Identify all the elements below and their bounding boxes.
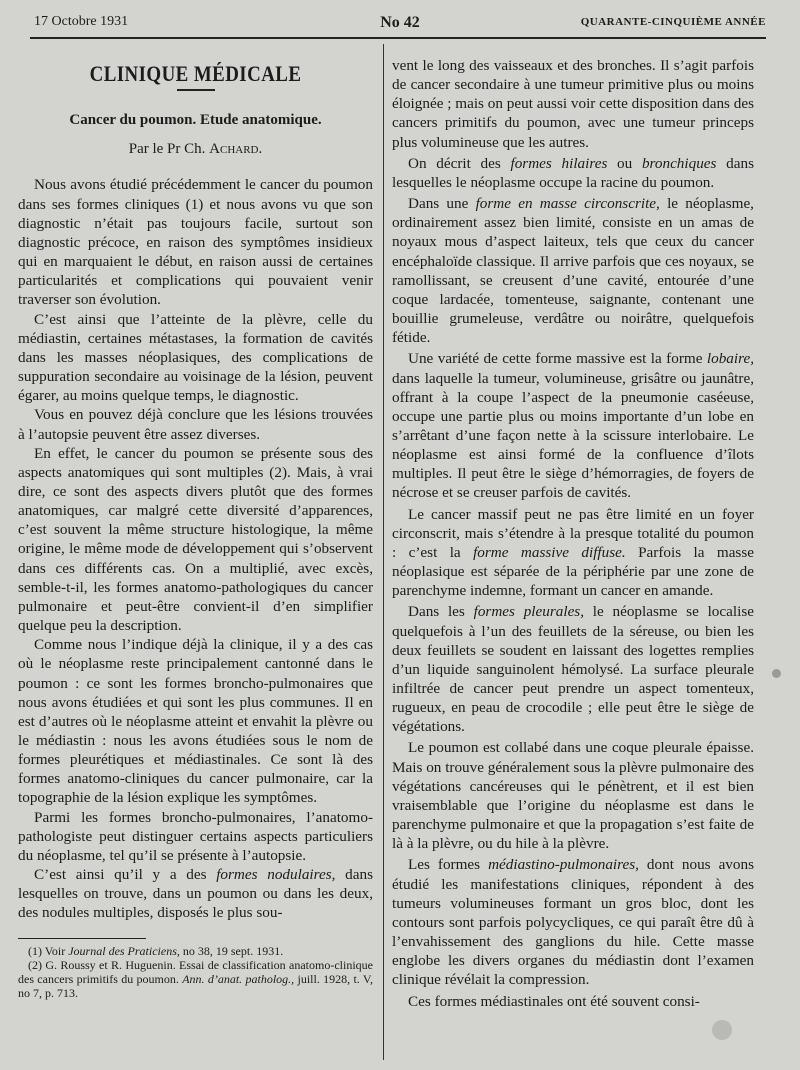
- paragraph: vent le long des vaisseaux et des bronches. Il s’agit parfois de cancer secondaire à une tumeur primitive plus ou moins éloignée ; mais on peut aussi voir cette disposition dans des cancers primitifs du poumon, avec une tumeur princeps plus volumineuse que les autres.: [392, 57, 754, 151]
- byline: [18, 140, 373, 159]
- paragraph: Vous en pouvez déjà conclure que les lésions trouvées à l’autopsie peuvent être assez diverses.: [18, 406, 373, 443]
- text-run: le néoplasme se localise quelquefois à l’un des feuillets de la séreuse, ou bien les deux feuillets se soudent en laissant des logettes remplies d’un liquide sanguinolent hémolysé. La surface pleurale infiltrée de cancer peut prendre un aspect tomenteux, rugueux, en peau de crocodile ; elle peut être le siège de végétations.: [392, 603, 754, 736]
- text-run: no 38, 19 sept. 1931.: [179, 943, 284, 958]
- paragraph: Nous avons étudié précédemment le cancer du poumon dans ses formes cliniques (1) et nous avons vu que son diagnostic n’était pas toujours facile, surtout son diagnostic précoce, en raison des symptômes insidieux qui en marquaient le début, en raison aussi de certaines particularités et complications qui pouvaient venir traverser son évolution.: [18, 176, 373, 309]
- author-name: Achard.: [209, 141, 263, 158]
- text-run: dans lesquelles on trouve, dans un poumon ou dans les deux, des nodules multiples, disposés le plus sou-: [18, 866, 373, 922]
- text-run: Le cancer massif peut ne pas être limité en un foyer circonscrit, mais s’étendre à la presque totalité du poumon : c’est la: [392, 505, 754, 561]
- footnote-2: [18, 958, 373, 1000]
- paragraph: [392, 194, 754, 347]
- italic-term: bronchiques: [641, 154, 717, 172]
- text-run: C’est ainsi qu’il y a des: [34, 866, 217, 884]
- left-column: [18, 46, 373, 1000]
- italic-term: formes nodulaires,: [216, 866, 336, 884]
- text-run: Dans une: [408, 195, 476, 213]
- column-divider: [383, 44, 384, 1060]
- footnote-1: [18, 944, 373, 958]
- paragraph: En effet, le cancer du poumon se présente sous des aspects anatomiques qui sont multiples (2). Mais, à vrai dire, ce sont des aspects divers plutôt que des formes anatomiques, car malgré cette diversité d’apparences, c’est souvent la même structure histologique, la même origine, le même mode de développement qui s’observent dans ces différents cas. On a multiplié, avec excès, semble-t-il, les formes anatomo-pathologiques du cancer pulmonaire et peut-être convient-il d’en simplifier quelque peu la description.: [18, 444, 373, 635]
- footnotes: [18, 944, 373, 1000]
- byline-prefix: Par le Pr Ch.: [128, 141, 210, 158]
- text-run: dont nous avons étudié les manifestations cliniques, répondent à des tumeurs volumineuses formant un gros bloc, dont les contours sont parfois polycycliques, ce qui paraît être dû à l’envahissement des ganglions du hile. Cette masse englobe les divers organes du médiastin dont l’examen clinique révélait la compression.: [392, 856, 755, 989]
- right-column: [392, 56, 754, 1013]
- header-issue-number: No 42: [380, 14, 420, 31]
- title-ornament: [177, 89, 215, 91]
- paragraph: C’est ainsi que l’atteinte de la plèvre, celle du médiastin, certaines métastases, la formation de cavités dans les masses néoplasiques, des complications de suppuration secondaire au voisinage de la lésion, peuvent égarer, au moins quelque temps, le diagnostic.: [18, 310, 373, 405]
- italic-term: formes pleurales,: [473, 603, 585, 621]
- text-run: Parfois la masse néoplasique est séparée de la périphérie par une zone de parenchyme indemne, formant un cancer en amande.: [392, 543, 754, 600]
- footnote-rule: [18, 938, 146, 939]
- text-run: dans lesquelles le néoplasme occupe la racine du poumon.: [392, 154, 755, 191]
- italic-term: lobaire,: [706, 350, 754, 368]
- text-run: dans laquelle la tumeur, volumineuse, grisâtre ou jaunâtre, offrant à la coupe l’aspect de la pneumonie caséeuse, occupe une partie plus ou moins importante d’un lobe en s’arrêtant d’une façon nette à la scissure interlobaire. Le néoplasme est ainsi formé de la confluence d’îlots multiples. Il peut être le siège d’hémorragies, de foyers de nécrose et se creuser parfois de cavités.: [392, 369, 754, 502]
- journal-name: Ann. d’anat. patholog.,: [182, 971, 295, 986]
- paper-blemish: [772, 669, 781, 678]
- paragraph: [392, 154, 754, 192]
- section-title: CLINIQUE MÉDICALE: [89, 61, 302, 86]
- paragraph: Comme nous l’indique déjà la clinique, il y a des cas où le néoplasme reste principalement cantonné dans le poumon : ce sont les formes broncho-pulmonaires que nous avons étudiées et qui sont les plus communes. Il en est d’autres où le néoplasme atteint et envahit la plèvre ou le médiastin : nous les avons étudiées sous le nom de formes pleurétiques et médiastinales. Ce sont là des formes anatomo-cliniques du cancer pulmonaire, car la topographie de la lésion explique les symptômes.: [18, 636, 373, 807]
- header-date: 17 Octobre 1931: [34, 14, 129, 29]
- text-run: (2) G. Roussy et R. Huguenin. Essai de classification anatomo-clinique des cancers primitifs du poumon.: [18, 957, 373, 986]
- header-rule: [30, 37, 766, 39]
- text-run: Une variété de cette forme massive est la forme: [408, 350, 707, 368]
- italic-term: forme en masse circonscrite,: [475, 195, 660, 213]
- paragraph: [392, 349, 754, 502]
- paper-blemish: [712, 1020, 732, 1040]
- paragraph: Ces formes médiastinales ont été souvent consi-: [408, 992, 700, 1010]
- paragraph: Parmi les formes broncho-pulmonaires, l’anatomo-pathologiste peut distinguer certains aspects particuliers du néoplasme, tel qu’il se présente à l’autopsie.: [18, 808, 373, 864]
- paragraph: [392, 505, 754, 601]
- paragraph: [18, 865, 373, 922]
- header-year: QUARANTE-CINQUIÈME ANNÉE: [580, 16, 766, 28]
- text-run: Les formes: [408, 856, 489, 874]
- text-run: (1) Voir: [28, 943, 69, 958]
- running-header: [34, 14, 766, 36]
- paragraph: Le poumon est collabé dans une coque pleurale épaisse. Mais on trouve généralement sous la plèvre pulmonaire des végétations cancéreuses qui le pénètrent, et il est bien vraisemblable que l’origine du néoplasme est dans le parenchyme pulmonaire et que la propagation s’est faite de là à la plèvre, ou du hile à la plèvre.: [392, 739, 754, 853]
- italic-term: médiastino-pulmonaires,: [488, 856, 639, 874]
- italic-term: forme massive diffuse.: [473, 543, 626, 561]
- paragraph: [392, 602, 754, 736]
- text-run: ou: [607, 154, 642, 172]
- text-run: le néoplasme, ordinairement assez bien limité, consiste en un amas de noyaux mous d’aspect laiteux, tels que ceux du cancer encéphaloïde classique. Il arrive parfois que ces noyaux, se ramollissant, se creusent d’une cavité, entourée d’une coque lardacée, tomenteuse, saignante, contenant une bouillie grumeleuse, verdâtre ou noirâtre, quelquefois fétide.: [392, 195, 754, 347]
- italic-term: formes hilaires: [510, 154, 608, 172]
- article-title: Cancer du poumon. Etude anatomique.: [69, 112, 322, 129]
- paragraph: [392, 855, 754, 989]
- journal-name: Journal des Praticiens,: [68, 943, 180, 958]
- text-run: juill. 1928, t. V, no 7, p. 713.: [18, 971, 373, 1000]
- text-run: On décrit des: [408, 154, 511, 172]
- text-run: Dans les: [408, 603, 474, 621]
